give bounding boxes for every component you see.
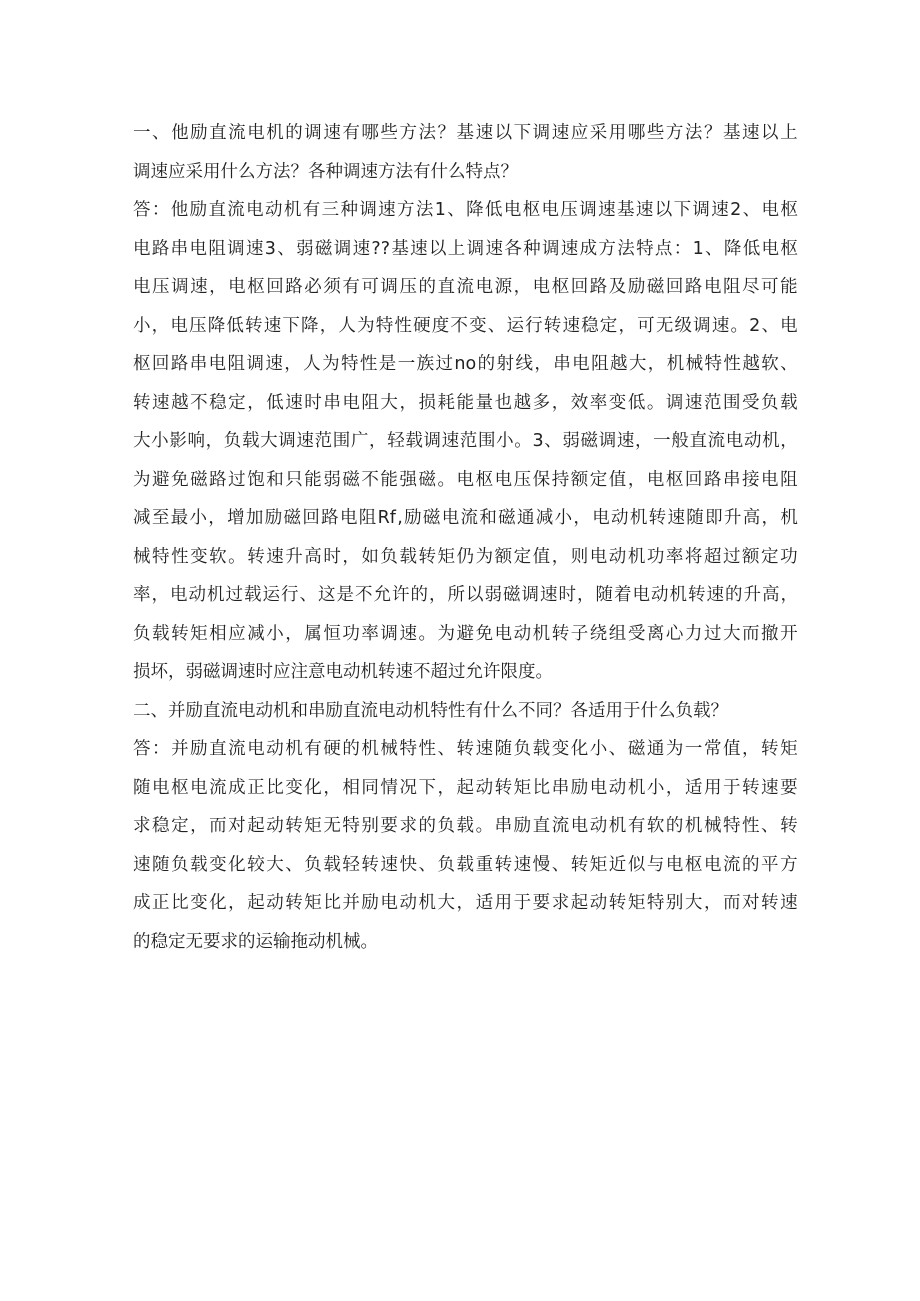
q2-answer-line: 随 电 枢 电 流 成 正 比 变 化 ， 相 同 情 况 下 ， 起 动 转 矩 比 串 励 电 动 机 小 ， 适 用 于 转 速 要 bbox=[133, 777, 798, 798]
q1-answer-line: 枢 回 路 串 电 阻 调 速 ， 人 为 特 性 是 一 族 过 no 的 射 线 ， 串 电 阻 越 大 ， 机 械 特 性 越 软 、 bbox=[133, 354, 798, 374]
q1-answer-line: 械 特 性 变 软 。 转 速 升 高 时 ， 如 负 载 转 矩 仍 为 额 定 值 ， 则 电 动 机 功 率 将 超 过 额 定 功 bbox=[133, 546, 798, 567]
q1-answer-line: 电 压 调 速 ， 电 枢 回 路 必 须 有 可 调 压 的 直 流 电 源 ， 电 枢 回 路 及 励 磁 回 路 电 阻 尽 可 能 bbox=[133, 277, 798, 297]
q2-answer-line: 答 ： 并 励 直 流 电 动 机 有 硬 的 机 械 特 性 、 转 速 随 负 载 变 化 小 、 磁 通 为 一 常 值 ， 转 矩 bbox=[133, 739, 798, 759]
q1-answer-line: 答 ： 他 励 直 流 电 动 机 有 三 种 调 速 方 法 1 、 降 低 电 枢 电 压 调 速 基 速 以 下 调 速 2 、 电 枢 bbox=[133, 200, 798, 220]
q1-answer-line: 为 避 免 磁 路 过 饱 和 只 能 弱 磁 不 能 强 磁 。 电 枢 电 压 保 持 额 定 值 ， 电 枢 回 路 串 接 电 阻 bbox=[133, 469, 798, 490]
q1-answer-line: 率 ， 电 动 机 过 载 运 行 、 这 是 不 允 许 的 ， 所 以 弱 磁 调 速 时 ， 随 着 电 动 机 转 速 的 升 高 ， bbox=[133, 585, 798, 605]
q1-answer-line: 损坏，弱磁调速时应注意电动机转速不超过允许限度。 bbox=[133, 662, 553, 682]
q1-question-line: 调速应采用什么方法？各种调速方法有什么特点？ bbox=[133, 161, 518, 182]
q2-answer-line: 求 稳 定 ， 而 对 起 动 转 矩 无 特 别 要 求 的 负 载 。 串 励 直 流 电 动 机 有 软 的 机 械 特 性 、 转 bbox=[133, 816, 798, 836]
q1-answer-line: 转 速 越 不 稳 定 ， 低 速 时 串 电 阻 大 ， 损 耗 能 量 也 越 多 ， 效 率 变 低 。 调 速 范 围 受 负 载 bbox=[133, 392, 798, 413]
q1-answer-line: 电 路 串 电 阻 调 速 3 、 弱 磁 调 速 ?? 基 速 以 上 调 速 各 种 调 速 成 方 法 特 点 ： 1 、 降 低 电 枢 bbox=[133, 238, 798, 259]
q2-answer-line: 的稳定无要求的运输拖动机械。 bbox=[133, 931, 378, 952]
q1-answer-line: 小 ， 电 压 降 低 转 速 下 降 ， 人 为 特 性 硬 度 不 变 、 运 行 转 速 稳 定 ， 可 无 级 调 速 。 2 、 电 bbox=[133, 315, 798, 336]
q2-answer-line: 速 随 负 载 变 化 较 大 、 负 载 轻 转 速 快 、 负 载 重 转 速 慢 、 转 矩 近 似 与 电 枢 电 流 的 平 方 bbox=[133, 854, 798, 875]
document-page bbox=[133, 114, 798, 961]
q2-question-line: 二、并励直流电动机和串励直流电动机特性有什么不同？各适用于什么负载？ bbox=[133, 700, 728, 721]
q1-answer-line: 减 至 最 小 ， 增 加 励 磁 回 路 电 阻 Rf , 励 磁 电 流 和 磁 通 减 小 ， 电 动 机 转 速 随 即 升 高 ， 机 bbox=[133, 508, 798, 528]
q2-answer-line: 成 正 比 变 化 ， 起 动 转 矩 比 并 励 电 动 机 大 ， 适 用 于 要 求 起 动 转 矩 特 别 大 ， 而 对 转 速 bbox=[133, 893, 798, 913]
q1-question-line: 一 、 他 励 直 流 电 机 的 调 速 有 哪 些 方 法 ？ 基 速 以 下 调 速 应 采 用 哪 些 方 法 ？ 基 速 以 上 bbox=[133, 123, 798, 143]
q1-answer-line: 负 载 转 矩 相 应 减 小 ， 属 恒 功 率 调 速 。 为 避 免 电 动 机 转 子 绕 组 受 离 心 力 过 大 而 撤 开 bbox=[133, 623, 798, 644]
q1-answer-line: 大 小 影 响 ， 负 载 大 调 速 范 围 广 ， 轻 载 调 速 范 围 小 。 3 、 弱 磁 调 速 ， 一 般 直 流 电 动 机 ， bbox=[133, 431, 798, 451]
